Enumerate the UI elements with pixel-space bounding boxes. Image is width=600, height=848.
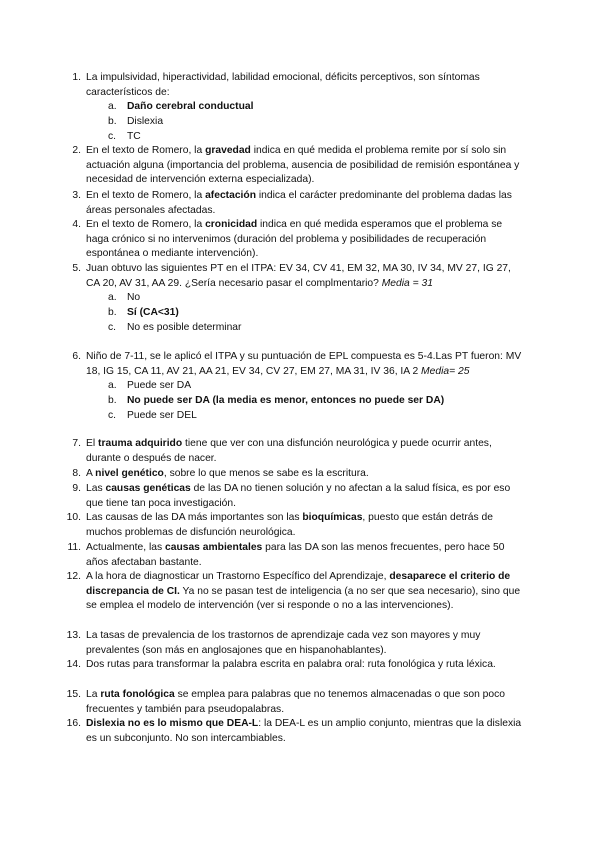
text-segment: El bbox=[86, 438, 99, 449]
question-number: 8. bbox=[72, 468, 81, 479]
question-11 bbox=[67, 541, 526, 570]
question-text bbox=[86, 144, 526, 188]
option-c bbox=[86, 321, 526, 336]
option-text: Puede ser DA bbox=[127, 380, 192, 392]
question-text bbox=[86, 218, 526, 262]
text-segment: tiene que ver con una disfunción neurológica y puede ocurrir antes, durante o después de nacer. bbox=[86, 438, 492, 464]
text-segment: Ya no se pasan test de inteligencia (a no ser que sea necesario), sino que se emplea el modelo de intervención (ver si responde o no a las intervenciones). bbox=[86, 585, 521, 612]
question-number: 11. bbox=[67, 542, 81, 553]
question-number: 9. bbox=[72, 483, 81, 494]
text-segment: A la hora de diagnosticar un Trastorno Específico del Aprendizaje, bbox=[86, 571, 390, 582]
question-text bbox=[86, 541, 526, 570]
question-number: 1. bbox=[72, 72, 81, 83]
text-segment: En el texto de Romero, la bbox=[86, 219, 206, 230]
question-text bbox=[86, 482, 526, 511]
option-text: Sí (CA<31) bbox=[127, 307, 179, 319]
text-segment: : la DEA-L es un amplio conjunto, mientras que la dislexia es un subconjunto. No son intercambiables. bbox=[86, 718, 522, 744]
question-text bbox=[86, 467, 526, 482]
bold-term: desaparece el criterio de discrepancia de CI. bbox=[86, 571, 511, 597]
bold-term: nivel genético bbox=[95, 468, 164, 479]
question-text bbox=[86, 688, 526, 717]
text-segment: Las bbox=[86, 483, 106, 494]
text-segment: La bbox=[86, 689, 101, 700]
text-segment: Niño de 7-11, se le aplicó el ITPA y su puntuación de EPL compuesta es 5-4.Las PT fueron: MV 18, IG 15, CA 11, AV 21, AA 21, EV 34, CV 27, EM 27, MA 31, IV 36, IA 2 bbox=[86, 351, 522, 377]
bold-term: causas genéticas bbox=[105, 483, 191, 494]
bold-term: cronicidad bbox=[205, 219, 258, 230]
question-number: 14. bbox=[66, 659, 81, 670]
text-segment: Las causas de las DA más importantes son las bbox=[86, 512, 303, 523]
bold-term: gravedad bbox=[205, 145, 251, 156]
question-text bbox=[86, 262, 526, 291]
question-12 bbox=[66, 570, 526, 614]
options-list bbox=[86, 100, 526, 144]
bold-term: afectación bbox=[205, 190, 256, 201]
option-letter: a. bbox=[108, 380, 117, 392]
bold-term: Dislexia no es lo mismo que DEA-L bbox=[86, 718, 259, 729]
question-10 bbox=[66, 511, 526, 540]
option-letter: b. bbox=[108, 307, 117, 319]
text-segment: indica en qué medida esperamos que el problema se haga crónico si no intervenimos (duración del problema y posibilidades de recuperación espontánea o mediante intervención). bbox=[86, 219, 503, 260]
option-b bbox=[86, 306, 526, 321]
options-list bbox=[86, 379, 526, 423]
question-number: 2. bbox=[72, 145, 81, 156]
question-3 bbox=[72, 189, 526, 218]
option-b bbox=[86, 394, 526, 409]
option-a bbox=[86, 100, 526, 115]
question-number: 15. bbox=[66, 689, 81, 700]
text-segment: En el texto de Romero, la bbox=[86, 190, 206, 201]
question-number: 6. bbox=[72, 351, 81, 362]
bold-term: trauma adquirido bbox=[98, 438, 183, 449]
question-6 bbox=[72, 350, 526, 423]
option-text: No puede ser DA (la media es menor, entonces no puede ser DA) bbox=[127, 395, 445, 407]
option-text: No es posible determinar bbox=[127, 321, 242, 333]
bold-term: bioquímicas bbox=[302, 512, 363, 523]
text-segment: Actualmente, las bbox=[86, 542, 165, 553]
question-number: 10. bbox=[66, 512, 81, 523]
question-number: 13. bbox=[66, 630, 81, 641]
option-letter: a. bbox=[108, 101, 117, 113]
question-text bbox=[86, 717, 526, 746]
question-4 bbox=[72, 218, 526, 262]
option-letter: c. bbox=[108, 321, 117, 333]
text-segment: indica en qué medida el problema remite por sí solo sin actuación alguna (importancia del problema, ausencia de posibilidad de remisión espontánea y necesidad de intervención externa especializada). bbox=[86, 145, 520, 186]
question-number: 7. bbox=[72, 438, 81, 449]
question-text: La tasas de prevalencia de los trastornos de aprendizaje cada vez son mayores y muy prevalentes (son más en anglosajones que en hispanohablantes). bbox=[86, 630, 481, 656]
question-text bbox=[86, 570, 526, 614]
option-text: Daño cerebral conductual bbox=[127, 101, 254, 113]
question-2 bbox=[72, 144, 526, 188]
option-letter: b. bbox=[108, 116, 117, 128]
option-text: Puede ser DEL bbox=[127, 409, 197, 421]
question-text bbox=[86, 350, 526, 379]
option-letter: b. bbox=[108, 395, 117, 407]
text-segment: de las DA no tienen solución y no afectan a la salud física, es por eso que tiene tan poca investigación. bbox=[86, 483, 511, 509]
question-text: La impulsividad, hiperactividad, labilidad emocional, déficits perceptivos, son síntomas característicos de: bbox=[86, 72, 480, 98]
question-13 bbox=[66, 629, 526, 658]
question-9 bbox=[72, 482, 526, 511]
question-7 bbox=[72, 437, 526, 466]
option-text: Dislexia bbox=[127, 116, 164, 128]
option-letter: c. bbox=[108, 409, 117, 421]
option-b bbox=[86, 115, 526, 130]
option-a bbox=[86, 379, 526, 394]
option-c bbox=[86, 409, 526, 424]
text-segment: indica el carácter predominante del problema dadas las áreas personales afectadas. bbox=[86, 190, 512, 216]
bold-term: ruta fonológica bbox=[100, 689, 175, 700]
question-text bbox=[86, 437, 526, 466]
question-number: 16. bbox=[66, 718, 81, 729]
question-text: Dos rutas para transformar la palabra escrita en palabra oral: ruta fonológica y ruta léxica. bbox=[86, 659, 496, 670]
question-8 bbox=[72, 467, 526, 482]
question-text bbox=[86, 189, 526, 218]
question-15 bbox=[66, 688, 526, 717]
text-segment: para las DA son las menos frecuentes, pero hace 50 años afectaban bastante. bbox=[86, 542, 505, 568]
option-letter: a. bbox=[108, 292, 117, 304]
question-number: 4. bbox=[72, 219, 81, 230]
italic-note: Media= 25 bbox=[421, 365, 470, 377]
text-segment: , sobre lo que menos se sabe es la escritura. bbox=[163, 468, 369, 479]
text-segment: se emplea para palabras que no tenemos almacenadas o que son poco frecuentes y también para pseudopalabras. bbox=[86, 689, 505, 715]
bold-term: causas ambientales bbox=[164, 542, 263, 553]
options-list bbox=[86, 291, 526, 335]
option-a bbox=[86, 291, 526, 306]
question-16 bbox=[66, 717, 526, 746]
text-segment: A bbox=[86, 468, 96, 479]
question-number: 12. bbox=[66, 571, 81, 582]
question-1 bbox=[72, 71, 526, 144]
question-14 bbox=[66, 658, 526, 673]
italic-note: Media = 31 bbox=[381, 277, 433, 289]
text-segment: , puesto que están detrás de muchos problemas de disfunción neurológica. bbox=[86, 512, 493, 538]
text-segment: Juan obtuvo las siguientes PT en el ITPA: EV 34, CV 41, EM 32, MA 30, IV 34, MV 27, IG 27, CA 20, AV 31, AA 29. ¿Sería necesario pasar el complmentario? bbox=[86, 263, 511, 289]
question-5 bbox=[72, 262, 526, 335]
question-number: 3. bbox=[72, 190, 81, 201]
option-text: TC bbox=[127, 130, 141, 142]
question-number: 5. bbox=[72, 263, 81, 274]
option-c bbox=[86, 130, 526, 145]
option-text: No bbox=[127, 292, 141, 304]
text-segment: En el texto de Romero, la bbox=[86, 145, 206, 156]
option-letter: c. bbox=[108, 130, 117, 142]
question-text bbox=[86, 511, 526, 540]
